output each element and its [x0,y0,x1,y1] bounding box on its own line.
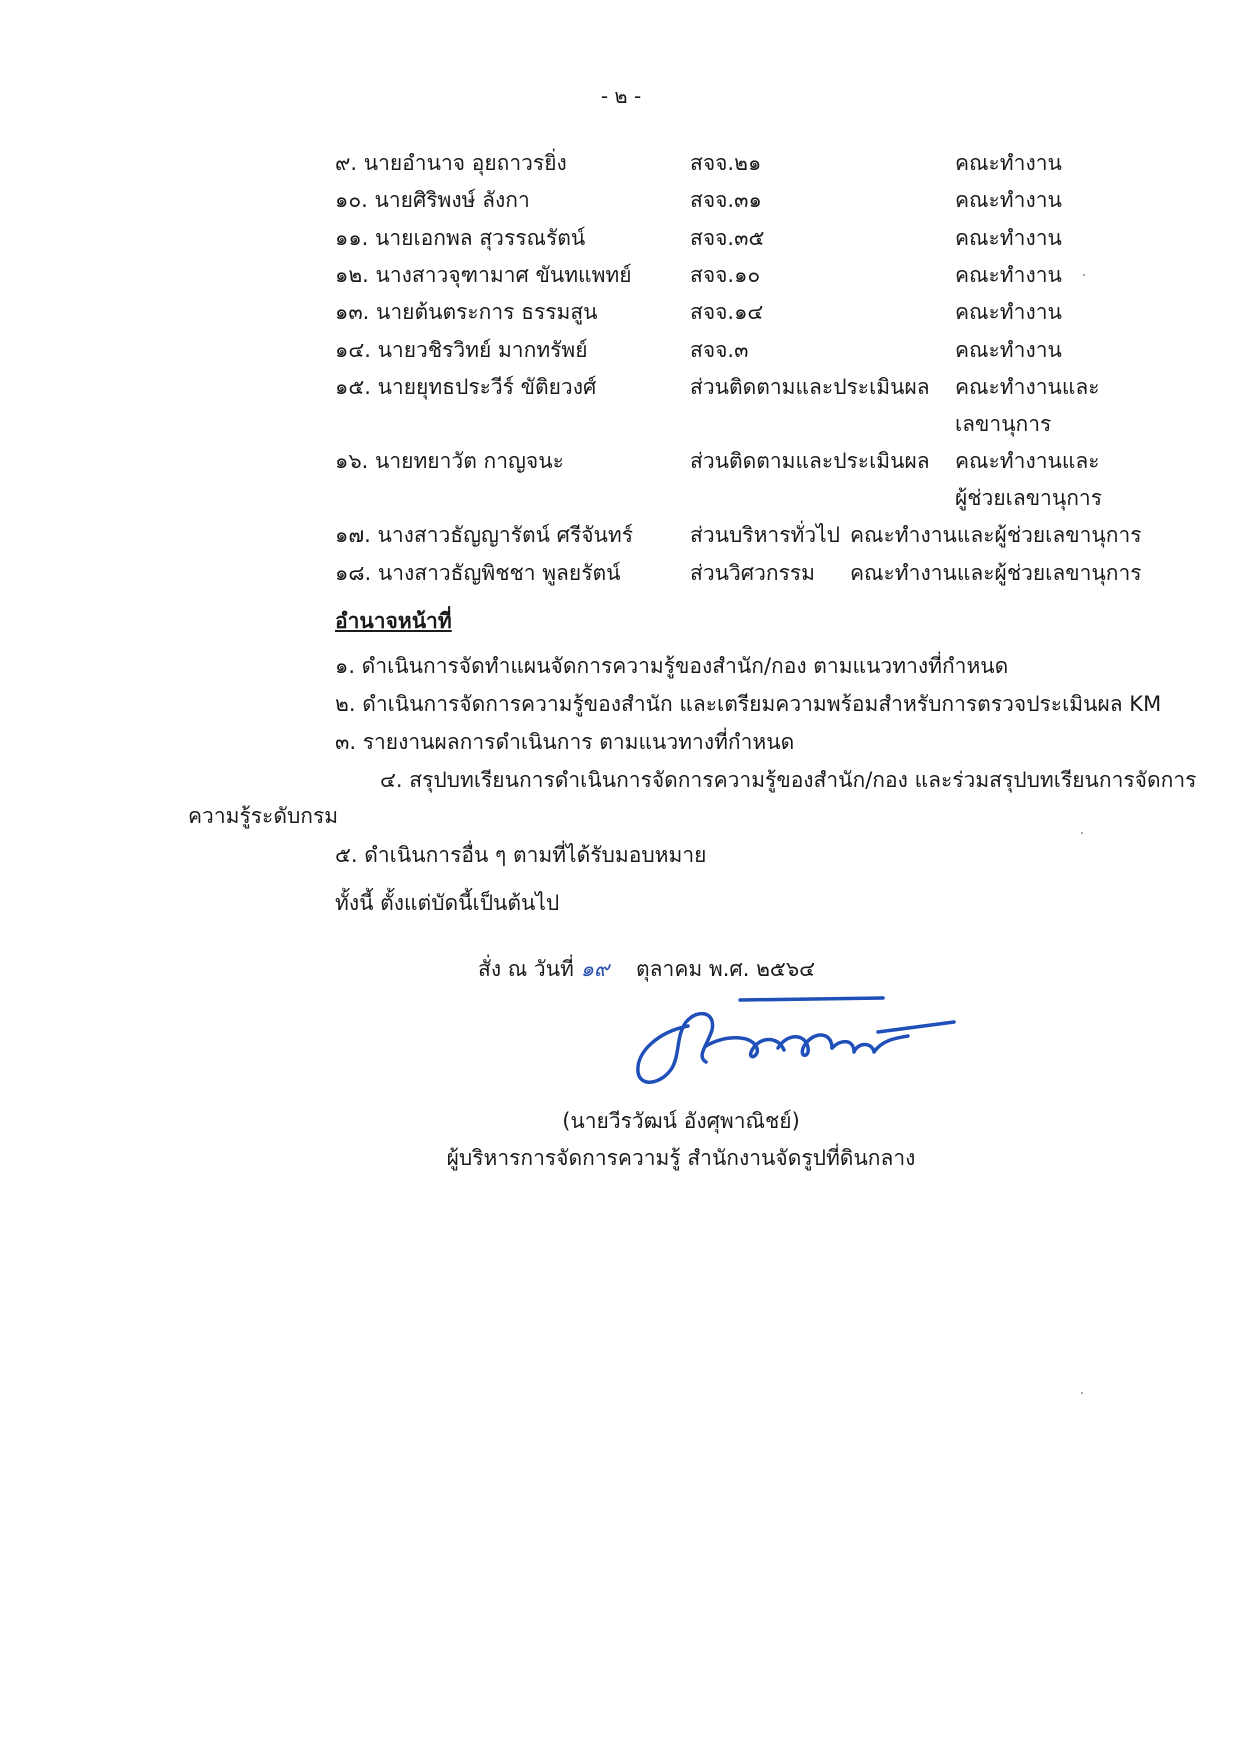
member-role: คณะทำงานและ [955,374,1100,399]
member-role-line2: เลขานุการ [955,411,1052,436]
duty-item: ๓. รายงานผลการดำเนินการ ตามแนวทางที่กำหนด [335,730,795,754]
member-unit: ส่วนวิศวกรรม [690,560,815,585]
duty-item: ๕. ดำเนินการอื่น ๆ ตามที่ได้รับมอบหมาย [335,843,707,867]
member-role: คณะทำงาน [955,225,1062,250]
member-name: ๑๒. นางสาวจุฑามาศ ขันทแพทย์ [335,262,632,287]
member-name: ๑๕. นายยุทธประวีร์ ขัติยวงศ์ [335,374,597,399]
member-role: คณะทำงาน [955,300,1062,325]
member-role: คณะทำงานและผู้ช่วยเลขานุการ [850,523,1142,548]
signer-title: ผู้บริหารการจัดการความรู้ สำนักงานจัดรูปที่ดินกลาง [446,1146,916,1170]
duty-item: ๑. ดำเนินการจัดทำแผนจัดการความรู้ของสำนัก/กอง ตามแนวทางที่กำหนด [335,654,1009,678]
member-unit: สจจ.๒๑ [690,151,762,175]
member-name: ๑๑. นายเอกพล สุวรรณรัตน์ [335,225,586,250]
duty-item-continued: ความรู้ระดับกรม [188,804,339,828]
member-name: ๑๔. นายวชิรวิทย์ มากทรัพย์ [335,337,588,362]
member-role: คณะทำงานและ [955,449,1100,474]
member-name: ๑๖. นายทยาวัต กาญจนะ [335,449,564,474]
order-date [478,953,815,986]
member-role: คณะทำงาน [955,262,1062,287]
duty-item: ๒. ดำเนินการจัดการความรู้ของสำนัก และเตรียมความพร้อมสำหรับการตรวจประเมินผล KM [335,692,1162,716]
scan-speck [1081,1392,1083,1394]
page-number: - ๒ - [600,84,642,108]
scan-speck [1081,832,1083,834]
member-role-line2: ผู้ช่วยเลขานุการ [955,486,1102,511]
handwritten-signature [628,992,968,1097]
member-unit: ส่วนติดตามและประเมินผล [690,449,930,474]
member-unit: สจจ.๓ [690,337,749,362]
member-name: ๑๐. นายศิริพงษ์ ลังกา [335,188,530,213]
member-role: คณะทำงาน [955,188,1062,213]
scan-speck [1083,274,1085,276]
member-name: ๙. นายอำนาจ อุยถาวรยิ่ง [335,151,567,175]
duties-heading: อำนาจหน้าที่ [335,609,452,633]
member-unit: ส่วนบริหารทั่วไป [690,523,841,548]
member-unit: สจจ.๑๔ [690,300,764,325]
member-unit: สจจ.๓๕ [690,225,765,250]
order-date-suffix: ตุลาคม พ.ศ. ๒๕๖๔ [636,957,816,981]
effective-clause: ทั้งนี้ ตั้งแต่บัดนี้เป็นต้นไป [335,891,560,915]
member-name: ๑๓. นายต้นตระการ ธรรมสูน [335,300,598,325]
member-role: คณะทำงาน [955,151,1062,175]
member-name: ๑๗. นางสาวธัญญารัตน์ ศรีจันทร์ [335,523,634,548]
order-date-prefix: สั่ง ณ วันที่ [478,957,574,981]
member-name: ๑๘. นางสาวธัญพิชชา พูลยรัตน์ [335,560,621,585]
signer-name: (นายวีรวัฒน์ อังศุพาณิชย์) [562,1109,800,1133]
order-date-day: ๑๙ [580,957,610,981]
duty-item: ๔. สรุปบทเรียนการดำเนินการจัดการความรู้ของสำนัก/กอง และร่วมสรุปบทเรียนการจัดการ [380,768,1197,792]
member-unit: สจจ.๓๑ [690,188,762,213]
member-role: คณะทำงานและผู้ช่วยเลขานุการ [850,560,1142,585]
member-unit: ส่วนติดตามและประเมินผล [690,374,930,399]
member-unit: สจจ.๑๐ [690,262,761,287]
member-role: คณะทำงาน [955,337,1062,362]
